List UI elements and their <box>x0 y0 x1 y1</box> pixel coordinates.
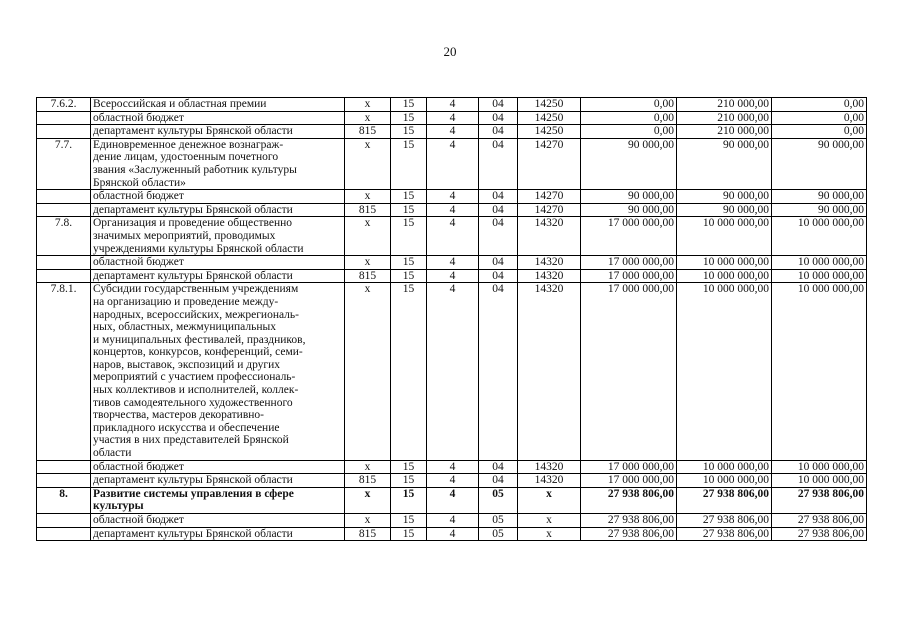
row-number-cell <box>37 125 91 139</box>
main-event-code-cell: 04 <box>479 256 518 270</box>
item-name-cell <box>91 514 345 528</box>
item-name-line: департамент культуры Брянской области <box>93 125 293 138</box>
item-name-line: Брянской области» <box>93 176 186 189</box>
item-name-line: Субсидии государственным учреждениям <box>93 283 299 296</box>
item-name-cell <box>91 487 345 513</box>
amount-year-3-cell: 90 000,00 <box>772 203 867 217</box>
main-event-code-cell: 04 <box>479 111 518 125</box>
item-name-line: и муниципальных фестивалей, праздников, <box>93 333 306 346</box>
table-row <box>37 487 867 513</box>
subprogram-code-cell: 4 <box>427 203 479 217</box>
main-event-code-cell: 04 <box>479 283 518 460</box>
amount-year-3-cell: 10 000 000,00 <box>772 217 867 256</box>
grbs-code-cell: х <box>345 514 391 528</box>
grbs-code-cell: 815 <box>345 269 391 283</box>
item-name-line: Всероссийская и областная премии <box>93 98 267 110</box>
direction-code-cell: 14320 <box>518 460 581 474</box>
grbs-code-cell: х <box>345 460 391 474</box>
row-number-cell: 7.7. <box>37 138 91 189</box>
grbs-code-cell: х <box>345 138 391 189</box>
item-name-line: наров, выставок, экспозиций и других <box>93 358 281 371</box>
direction-code-cell: х <box>518 487 581 513</box>
table-row <box>37 138 867 189</box>
subprogram-code-cell: 4 <box>427 487 479 513</box>
item-name-line: творчества, мастеров декоративно- <box>93 409 264 422</box>
main-event-code-cell: 04 <box>479 98 518 112</box>
item-name-line: концертов, конкурсов, конференций, семи- <box>93 346 303 359</box>
direction-code-cell: 14320 <box>518 269 581 283</box>
amount-year-3-cell: 10 000 000,00 <box>772 460 867 474</box>
amount-year-1-cell: 17 000 000,00 <box>581 460 677 474</box>
amount-year-2-cell: 210 000,00 <box>677 98 772 112</box>
program-code-cell: 15 <box>391 256 427 270</box>
row-number-cell <box>37 269 91 283</box>
amount-year-2-cell: 27 938 806,00 <box>677 487 772 513</box>
item-name-line: на организацию и проведение между- <box>93 295 279 308</box>
item-name-line: области <box>93 447 132 460</box>
amount-year-1-cell: 17 000 000,00 <box>581 474 677 488</box>
item-name-line: прикладного искусства и обеспечение <box>93 421 280 434</box>
program-code-cell: 15 <box>391 527 427 541</box>
amount-year-1-cell: 90 000,00 <box>581 203 677 217</box>
amount-year-1-cell: 17 000 000,00 <box>581 256 677 270</box>
table-row <box>37 269 867 283</box>
item-name-line: участия в них представителей Брянской <box>93 434 289 447</box>
amount-year-1-cell: 27 938 806,00 <box>581 514 677 528</box>
amount-year-1-cell: 27 938 806,00 <box>581 487 677 513</box>
table-row <box>37 283 867 460</box>
table-row <box>37 514 867 528</box>
amount-year-2-cell: 10 000 000,00 <box>677 474 772 488</box>
amount-year-2-cell: 90 000,00 <box>677 138 772 189</box>
row-number-cell <box>37 256 91 270</box>
subprogram-code-cell: 4 <box>427 514 479 528</box>
program-code-cell: 15 <box>391 98 427 112</box>
amount-year-1-cell: 17 000 000,00 <box>581 217 677 256</box>
direction-code-cell: 14320 <box>518 283 581 460</box>
item-name-line: областной бюджет <box>93 111 184 124</box>
item-name-cell <box>91 217 345 256</box>
subprogram-code-cell: 4 <box>427 138 479 189</box>
item-name-cell <box>91 98 345 112</box>
item-name-line: ных, областных, межмуниципальных <box>93 321 276 334</box>
item-name-line: департамент культуры Брянской области <box>93 527 293 540</box>
subprogram-code-cell: 4 <box>427 256 479 270</box>
grbs-code-cell: х <box>345 98 391 112</box>
item-name-line: Организация и проведение общественно <box>93 217 293 230</box>
amount-year-3-cell: 90 000,00 <box>772 138 867 189</box>
item-name-cell <box>91 203 345 217</box>
table-row <box>37 98 867 112</box>
grbs-code-cell: х <box>345 217 391 256</box>
direction-code-cell: 14320 <box>518 217 581 256</box>
program-code-cell: 15 <box>391 460 427 474</box>
item-name-line: народных, всероссийских, межрегиональ- <box>93 308 299 321</box>
item-name-line: департамент культуры Брянской области <box>93 474 293 487</box>
direction-code-cell: 14250 <box>518 111 581 125</box>
item-name-line: ных коллективов и исполнителей, коллек- <box>93 384 299 397</box>
amount-year-3-cell: 90 000,00 <box>772 190 867 204</box>
item-name-line: областной бюджет <box>93 190 184 203</box>
item-name-cell <box>91 527 345 541</box>
table-row <box>37 217 867 256</box>
table-row <box>37 203 867 217</box>
table-row <box>37 190 867 204</box>
amount-year-2-cell: 90 000,00 <box>677 190 772 204</box>
program-code-cell: 15 <box>391 269 427 283</box>
amount-year-2-cell: 10 000 000,00 <box>677 269 772 283</box>
direction-code-cell: х <box>518 527 581 541</box>
subprogram-code-cell: 4 <box>427 125 479 139</box>
item-name-cell <box>91 460 345 474</box>
amount-year-2-cell: 27 938 806,00 <box>677 527 772 541</box>
row-number-cell <box>37 190 91 204</box>
main-event-code-cell: 05 <box>479 514 518 528</box>
program-code-cell: 15 <box>391 217 427 256</box>
table-row <box>37 527 867 541</box>
grbs-code-cell: х <box>345 283 391 460</box>
page-number: 20 <box>443 44 457 59</box>
direction-code-cell: 14320 <box>518 256 581 270</box>
row-number-cell <box>37 111 91 125</box>
program-code-cell: 15 <box>391 125 427 139</box>
amount-year-2-cell: 10 000 000,00 <box>677 460 772 474</box>
subprogram-code-cell: 4 <box>427 283 479 460</box>
direction-code-cell: 14270 <box>518 203 581 217</box>
amount-year-3-cell: 10 000 000,00 <box>772 283 867 460</box>
amount-year-2-cell: 10 000 000,00 <box>677 256 772 270</box>
program-code-cell: 15 <box>391 111 427 125</box>
amount-year-3-cell: 10 000 000,00 <box>772 269 867 283</box>
item-name-cell <box>91 111 345 125</box>
table-row <box>37 460 867 474</box>
row-number-cell <box>37 474 91 488</box>
budget-table <box>36 97 867 541</box>
amount-year-1-cell: 90 000,00 <box>581 190 677 204</box>
direction-code-cell: х <box>518 514 581 528</box>
item-name-cell <box>91 125 345 139</box>
main-event-code-cell: 04 <box>479 217 518 256</box>
row-number-cell: 7.8. <box>37 217 91 256</box>
program-code-cell: 15 <box>391 203 427 217</box>
item-name-cell <box>91 474 345 488</box>
item-name-line: тивов самодеятельного художественного <box>93 396 293 409</box>
amount-year-1-cell: 0,00 <box>581 98 677 112</box>
direction-code-cell: 14270 <box>518 138 581 189</box>
amount-year-2-cell: 210 000,00 <box>677 125 772 139</box>
item-name-cell <box>91 283 345 460</box>
row-number-cell <box>37 203 91 217</box>
subprogram-code-cell: 4 <box>427 269 479 283</box>
amount-year-3-cell: 10 000 000,00 <box>772 474 867 488</box>
table-row <box>37 474 867 488</box>
subprogram-code-cell: 4 <box>427 217 479 256</box>
main-event-code-cell: 05 <box>479 527 518 541</box>
amount-year-1-cell: 17 000 000,00 <box>581 283 677 460</box>
main-event-code-cell: 04 <box>479 125 518 139</box>
amount-year-3-cell: 0,00 <box>772 125 867 139</box>
item-name-cell <box>91 256 345 270</box>
direction-code-cell: 14250 <box>518 125 581 139</box>
item-name-line: департамент культуры Брянской области <box>93 203 293 216</box>
subprogram-code-cell: 4 <box>427 190 479 204</box>
direction-code-cell: 14250 <box>518 98 581 112</box>
grbs-code-cell: 815 <box>345 474 391 488</box>
item-name-line: областной бюджет <box>93 514 184 526</box>
item-name-line: культуры <box>93 500 144 513</box>
item-name-line: областной бюджет <box>93 256 184 269</box>
item-name-line: учреждениями культуры Брянской области <box>93 242 304 255</box>
amount-year-3-cell: 27 938 806,00 <box>772 514 867 528</box>
grbs-code-cell: х <box>345 487 391 513</box>
item-name-line: дение лицам, удостоенным почетного <box>93 151 279 164</box>
grbs-code-cell: х <box>345 190 391 204</box>
amount-year-2-cell: 10 000 000,00 <box>677 217 772 256</box>
item-name-line: Единовременное денежное вознаграж- <box>93 138 284 151</box>
amount-year-1-cell: 0,00 <box>581 125 677 139</box>
row-number-cell: 8. <box>37 487 91 513</box>
amount-year-3-cell: 0,00 <box>772 98 867 112</box>
amount-year-2-cell: 90 000,00 <box>677 203 772 217</box>
grbs-code-cell: х <box>345 256 391 270</box>
main-event-code-cell: 04 <box>479 269 518 283</box>
budget-table-body <box>37 98 867 541</box>
program-code-cell: 15 <box>391 514 427 528</box>
table-row <box>37 111 867 125</box>
row-number-cell <box>37 514 91 528</box>
subprogram-code-cell: 4 <box>427 527 479 541</box>
direction-code-cell: 14320 <box>518 474 581 488</box>
subprogram-code-cell: 4 <box>427 98 479 112</box>
main-event-code-cell: 04 <box>479 460 518 474</box>
amount-year-1-cell: 90 000,00 <box>581 138 677 189</box>
table-row <box>37 256 867 270</box>
amount-year-2-cell: 210 000,00 <box>677 111 772 125</box>
main-event-code-cell: 04 <box>479 203 518 217</box>
amount-year-1-cell: 17 000 000,00 <box>581 269 677 283</box>
grbs-code-cell: 815 <box>345 125 391 139</box>
amount-year-3-cell: 0,00 <box>772 111 867 125</box>
amount-year-2-cell: 10 000 000,00 <box>677 283 772 460</box>
grbs-code-cell: 815 <box>345 527 391 541</box>
grbs-code-cell: 815 <box>345 203 391 217</box>
item-name-line: областной бюджет <box>93 460 184 473</box>
grbs-code-cell: х <box>345 111 391 125</box>
row-number-cell <box>37 460 91 474</box>
amount-year-3-cell: 10 000 000,00 <box>772 256 867 270</box>
item-name-line: департамент культуры Брянской области <box>93 269 293 282</box>
subprogram-code-cell: 4 <box>427 111 479 125</box>
row-number-cell <box>37 527 91 541</box>
row-number-cell: 7.8.1. <box>37 283 91 460</box>
program-code-cell: 15 <box>391 487 427 513</box>
item-name-cell <box>91 190 345 204</box>
item-name-cell <box>91 269 345 283</box>
subprogram-code-cell: 4 <box>427 474 479 488</box>
subprogram-code-cell: 4 <box>427 460 479 474</box>
amount-year-1-cell: 27 938 806,00 <box>581 527 677 541</box>
main-event-code-cell: 04 <box>479 138 518 189</box>
program-code-cell: 15 <box>391 474 427 488</box>
program-code-cell: 15 <box>391 283 427 460</box>
amount-year-1-cell: 0,00 <box>581 111 677 125</box>
program-code-cell: 15 <box>391 138 427 189</box>
program-code-cell: 15 <box>391 190 427 204</box>
item-name-line: мероприятий с участием профессиональ- <box>93 371 296 384</box>
amount-year-3-cell: 27 938 806,00 <box>772 527 867 541</box>
item-name-cell <box>91 138 345 189</box>
main-event-code-cell: 05 <box>479 487 518 513</box>
main-event-code-cell: 04 <box>479 474 518 488</box>
row-number-cell: 7.6.2. <box>37 98 91 112</box>
main-event-code-cell: 04 <box>479 190 518 204</box>
amount-year-2-cell: 27 938 806,00 <box>677 514 772 528</box>
amount-year-3-cell: 27 938 806,00 <box>772 487 867 513</box>
table-row <box>37 125 867 139</box>
direction-code-cell: 14270 <box>518 190 581 204</box>
item-name-line: звания «Заслуженный работник культуры <box>93 163 297 176</box>
item-name-line: значимых мероприятий, проводимых <box>93 229 276 242</box>
item-name-line: Развитие системы управления в сфере <box>93 487 294 500</box>
